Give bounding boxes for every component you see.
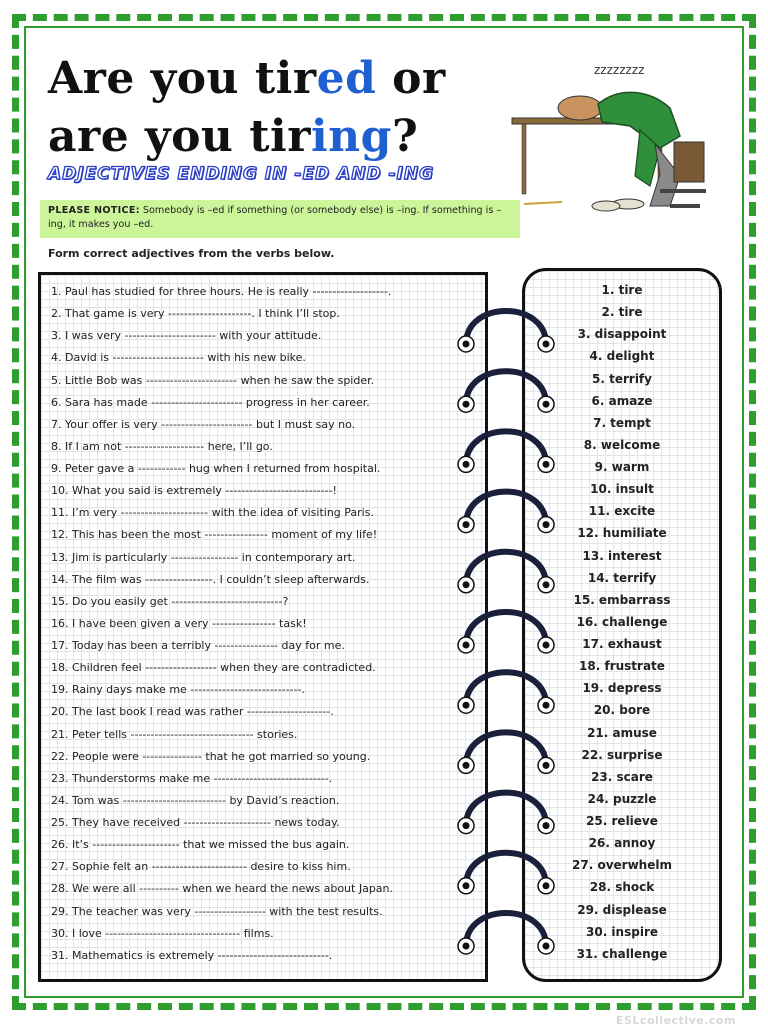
verb-item: 4. delight xyxy=(589,349,655,364)
sentence-item: 7. Your offer is very ----------------------- but I must say no. xyxy=(51,417,356,431)
sleeping-student-illustration xyxy=(510,56,710,216)
sentence-item: 2. That game is very ---------------------. I think I’ll stop. xyxy=(51,307,340,321)
verb-item: 10. insult xyxy=(590,482,654,497)
verb-item: 28. shock xyxy=(589,880,655,895)
verb-item: 16. challenge xyxy=(576,614,668,629)
sentence-item: 4. David is ----------------------- with his new bike. xyxy=(51,351,306,365)
verb-item: 5. terrify xyxy=(592,371,652,386)
verb-item: 1. tire xyxy=(601,283,643,297)
sentence-item: 23. Thunderstorms make me -----------------------------. xyxy=(51,771,333,785)
verb-item: 12. humiliate xyxy=(577,526,667,541)
verb-item: 31. challenge xyxy=(576,946,668,961)
verb-item: 22. surprise xyxy=(581,747,663,762)
sentence-item: 1. Paul has studied for three hours. He is really -------------------. xyxy=(51,285,392,298)
sentence-item: 12. This has been the most ---------------- moment of my life! xyxy=(51,528,378,542)
sentence-item: 11. I’m very ---------------------- with the idea of visiting Paris. xyxy=(51,506,374,520)
footer-watermark: ESLcollective.com xyxy=(616,1014,736,1024)
sentence-item: 3. I was very ----------------------- with your attitude. xyxy=(51,329,322,343)
verb-item: 24. puzzle xyxy=(587,791,657,806)
verb-item: 27. overwhelm xyxy=(572,858,672,873)
verb-item: 8. welcome xyxy=(583,437,661,452)
verbs-panel xyxy=(522,268,722,982)
sentence-item: 25. They have received ---------------------- news today. xyxy=(51,816,340,829)
verb-item: 9. warm xyxy=(594,460,650,474)
sentence-item: 28. We were all ---------- when we heard the news about Japan. xyxy=(51,882,394,896)
chair xyxy=(674,142,704,182)
verb-item: 25. relieve xyxy=(586,814,658,828)
notice-text: Somebody is –ed if something (or somebody else) is –ing. If something is –ing, it makes you –ed. xyxy=(48,205,502,230)
sentence-item: 5. Little Bob was ----------------------- when he saw the spider. xyxy=(51,373,375,387)
title-line-2: are you tiring? xyxy=(48,111,419,162)
verb-item: 21. amuse xyxy=(587,725,657,740)
zzz-text: zzzzzzzz xyxy=(594,63,645,77)
verb-item: 14. terrify xyxy=(587,570,657,585)
title-line-1: Are you tired or xyxy=(48,53,446,104)
page-title xyxy=(48,50,508,166)
instruction-text: Form correct adjectives from the verbs below. xyxy=(48,247,335,260)
verb-item: 19. depress xyxy=(582,681,662,696)
sentence-item: 17. Today has been a terribly ---------------- day for me. xyxy=(51,639,345,652)
sentence-item: 22. People were --------------- that he got married so young. xyxy=(51,749,371,763)
verb-item: 29. displease xyxy=(577,902,667,917)
sentence-item: 6. Sara has made ----------------------- progress in her career. xyxy=(51,395,370,409)
sentence-item: 18. Children feel ------------------ when they are contradicted. xyxy=(51,661,376,675)
sentence-item: 31. Mathematics is extremely ----------------------------. xyxy=(51,948,333,962)
verb-item: 13. interest xyxy=(582,548,662,563)
verb-item: 15. embarrass xyxy=(573,592,671,607)
verb-item: 30. inspire xyxy=(586,924,658,939)
sentence-item: 8. If I am not -------------------- here, I’ll go. xyxy=(51,439,273,453)
subtitle: ADJECTIVES ENDING IN -ED AND -ING xyxy=(48,164,435,184)
sentence-item: 16. I have been given a very ---------------- task! xyxy=(51,616,307,630)
verb-item: 3. disappoint xyxy=(577,327,667,342)
notice-label: PLEASE NOTICE: xyxy=(48,205,140,216)
sentence-item: 29. The teacher was very ------------------ with the test results. xyxy=(51,904,383,918)
sentence-item: 24. Tom was -------------------------- by David’s reaction. xyxy=(51,793,340,807)
sentence-item: 20. The last book I read was rather ---------------------. xyxy=(51,705,334,719)
sentence-item: 13. Jim is particularly ----------------- in contemporary art. xyxy=(51,550,356,564)
sentence-item: 9. Peter gave a ------------ hug when I returned from hospital. xyxy=(51,462,381,475)
notice-box xyxy=(40,200,520,238)
verb-item: 7. tempt xyxy=(593,415,651,430)
sentence-item: 14. The film was -----------------. I couldn’t sleep afterwards. xyxy=(51,572,370,586)
verb-item: 17. exhaust xyxy=(582,637,662,651)
verb-item: 2. tire xyxy=(601,305,643,320)
sentence-item: 10. What you said is extremely ---------------------------! xyxy=(51,484,337,498)
sentence-item: 27. Sophie felt an ------------------------ desire to kiss him. xyxy=(51,860,351,874)
sentence-item: 26. It’s ---------------------- that we missed the bus again. xyxy=(51,838,350,852)
pencil xyxy=(524,202,562,204)
sentence-item: 21. Peter tells ------------------------------- stories. xyxy=(51,727,298,741)
verb-item: 26. annoy xyxy=(588,836,656,851)
sentence-item: 19. Rainy days make me ----------------------------. xyxy=(51,683,305,697)
sentences-panel xyxy=(38,272,488,982)
verb-item: 6. amaze xyxy=(591,393,653,408)
verb-item: 18. frustrate xyxy=(579,659,665,674)
verb-item: 23. scare xyxy=(591,769,653,784)
verb-item: 20. bore xyxy=(593,703,651,718)
head xyxy=(558,96,602,120)
sentence-item: 30. I love ---------------------------------- films. xyxy=(51,926,274,940)
sentence-item: 15. Do you easily get ----------------------------? xyxy=(51,594,289,608)
verb-item: 11. excite xyxy=(588,504,656,519)
